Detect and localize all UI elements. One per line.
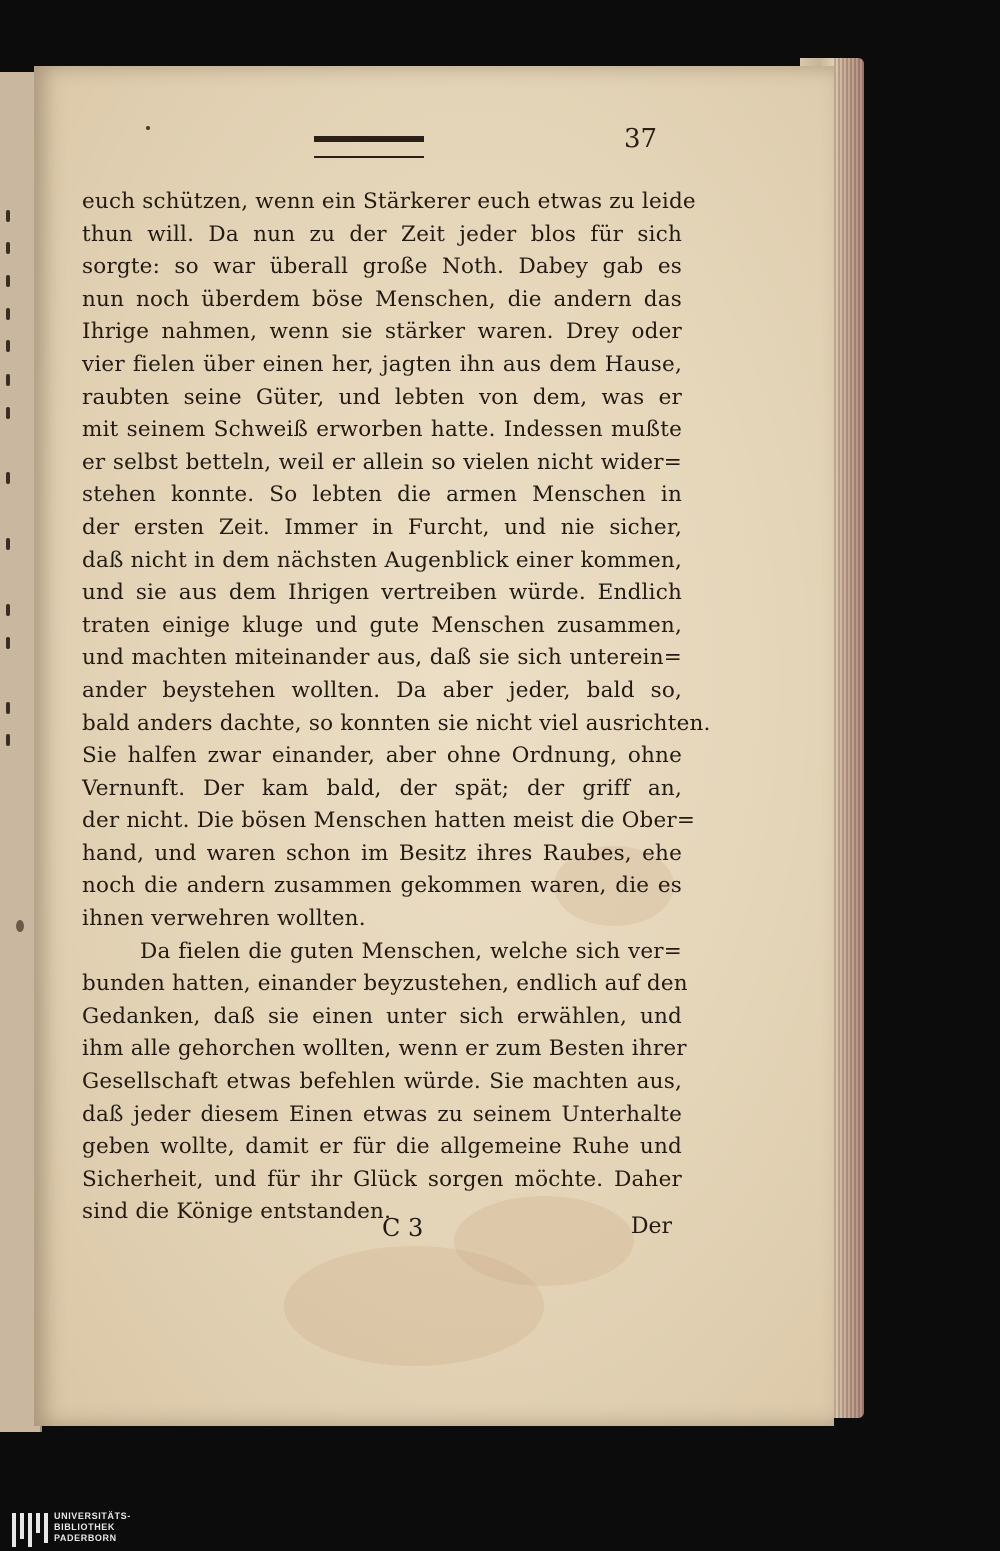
text-line: sind die Könige entstanden. [82, 1199, 392, 1225]
library-logo-bar [0, 1503, 1000, 1551]
text-line: noch die andern zusammen gekommen waren, die es [82, 873, 682, 899]
page-footer [82, 1214, 682, 1250]
text-line: ihnen verwehren wollten. [82, 906, 366, 932]
text-line: mit seinem Schweiß erworben hatte. Indessen mußte [82, 417, 682, 443]
book-page [34, 66, 834, 1426]
text-line: der ersten Zeit. Immer in Furcht, und nie sicher, [82, 514, 682, 540]
logo-line-1: UNIVERSITÄTS- [54, 1511, 131, 1521]
page-number: 37 [624, 124, 658, 154]
text-line: nun noch überdem böse Menschen, die andern das [82, 286, 682, 312]
signature-mark: C 3 [382, 1214, 424, 1242]
text-line: hand, und waren schon im Besitz ihres Raubes, ehe [82, 840, 682, 866]
logo-line-3: PADERBORN [54, 1533, 117, 1543]
binding-mark [16, 920, 24, 932]
text-line: Sicherheit, und für ihr Glück sorgen möchte. Daher [82, 1166, 682, 1192]
ink-speck [146, 126, 150, 130]
text-line: sorgte: so war überall große Noth. Dabey gab es [82, 254, 682, 280]
text-line: der nicht. Die bösen Menschen hatten meist die Ober= [82, 808, 696, 834]
library-logo-text [54, 1511, 131, 1544]
catchword: Der [630, 1214, 672, 1239]
text-line: Ihrige nahmen, wenn sie stärker waren. Drey oder [82, 319, 682, 345]
library-logo-icon [12, 1513, 48, 1547]
text-line: raubten seine Güter, und lebten von dem, was er [82, 384, 682, 410]
text-line: vier fielen über einen her, jagten ihn aus dem Hause, [82, 351, 682, 377]
text-line: ihm alle gehorchen wollten, wenn er zum Besten ihrer [82, 1036, 687, 1062]
text-line: er selbst betteln, weil er allein so vielen nicht wider= [82, 449, 682, 475]
text-line: stehen konnte. So lebten die armen Menschen in [82, 482, 682, 508]
text-line: Gesellschaft etwas befehlen würde. Sie machten aus, [82, 1069, 682, 1095]
text-line: daß nicht in dem nächsten Augenblick einer kommen, [82, 547, 682, 573]
text-line: Da fielen die guten Menschen, welche sich ver= [140, 938, 682, 964]
text-line: thun will. Da nun zu der Zeit jeder blos für sich [82, 221, 682, 247]
text-line: euch schützen, wenn ein Stärkerer euch etwas zu leide [82, 189, 696, 214]
text-line: Gedanken, daß sie einen unter sich erwählen, und [82, 1003, 682, 1029]
logo-line-2: BIBLIOTHEK [54, 1522, 115, 1532]
header-rule [314, 136, 424, 158]
text-line: und sie aus dem Ihrigen vertreiben würde. Endlich [82, 580, 682, 606]
text-line: bald anders dachte, so konnten sie nicht viel ausrichten. [82, 710, 711, 736]
text-line: traten einige kluge und gute Menschen zusammen, [82, 612, 682, 638]
text-line: geben wollte, damit er für die allgemeine Ruhe und [82, 1134, 682, 1160]
text-line: ander beystehen wollten. Da aber jeder, bald so, [82, 677, 682, 703]
text-line: Vernunft. Der kam bald, der spät; der griff an, [82, 775, 682, 801]
text-line: daß jeder diesem Einen etwas zu seinem Unterhalte [82, 1101, 682, 1127]
text-line: Sie halfen zwar einander, aber ohne Ordnung, ohne [82, 743, 682, 769]
body-text [82, 186, 711, 1229]
text-line: und machten miteinander aus, daß sie sich unterein= [82, 645, 682, 671]
text-line: bunden hatten, einander beyzustehen, endlich auf den [82, 971, 688, 997]
